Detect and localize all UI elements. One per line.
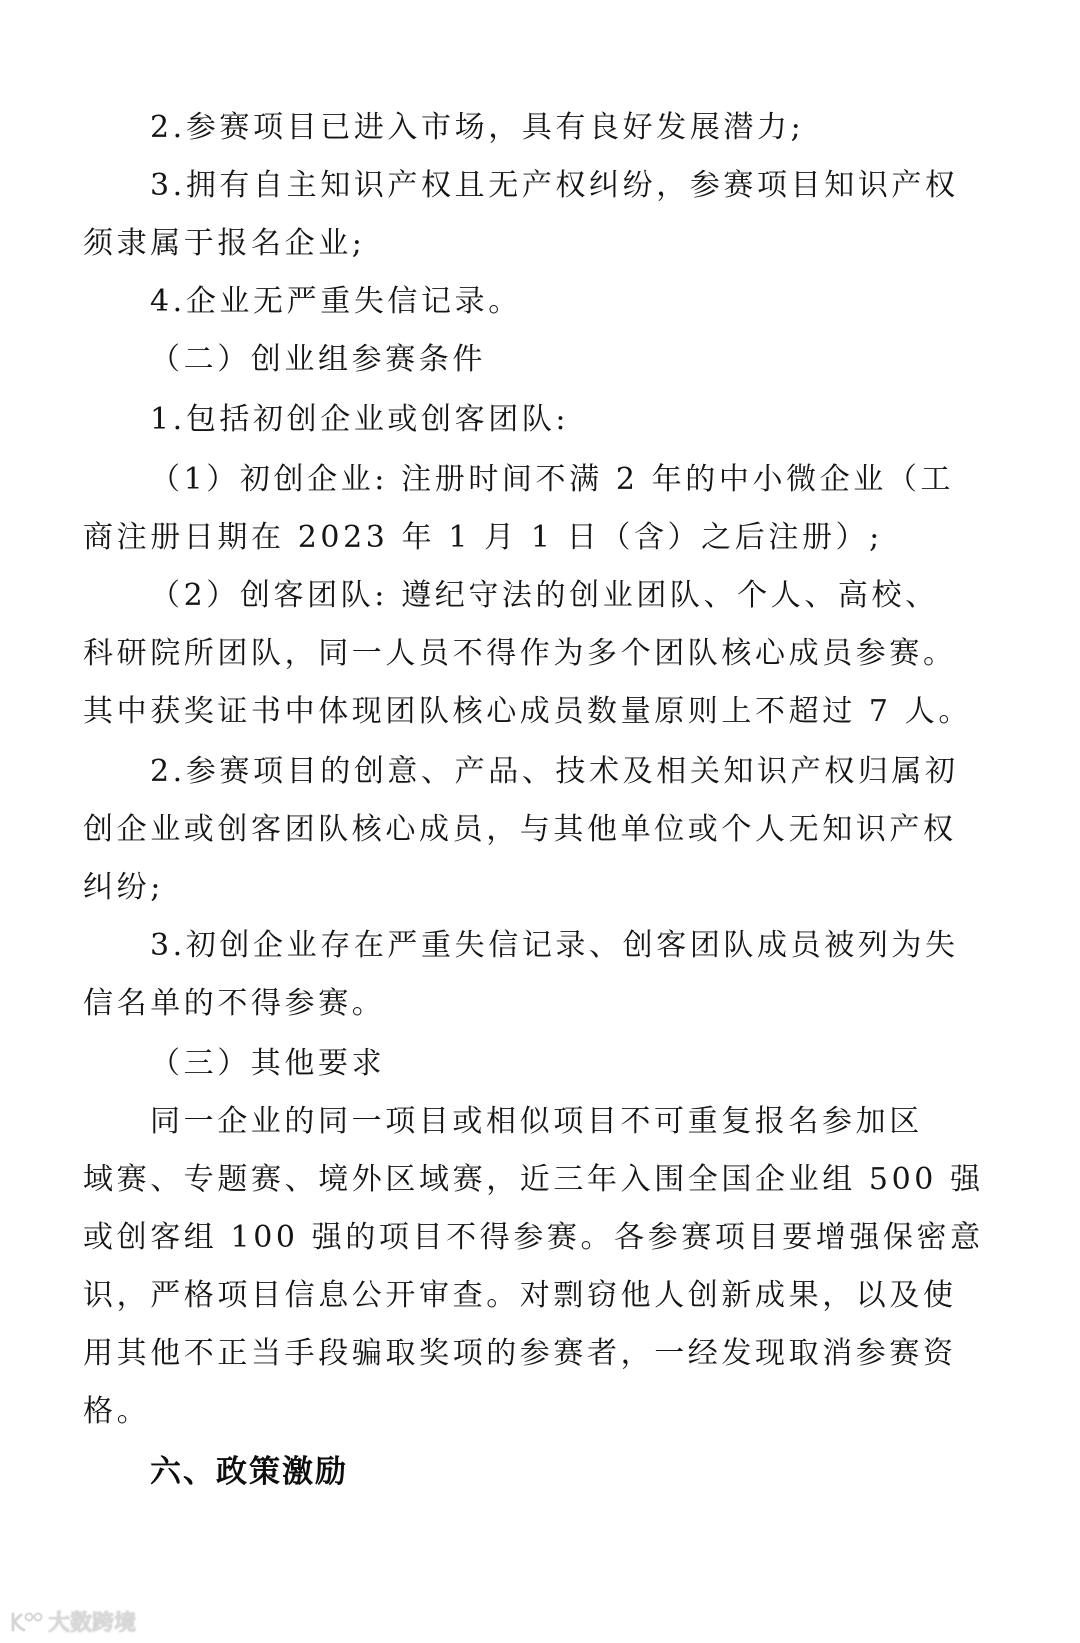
paragraph-line: 格。 bbox=[83, 1394, 151, 1429]
paragraph-line: 同一企业的同一项目或相似项目不可重复报名参加区 bbox=[150, 1104, 923, 1139]
paragraph-line: 2.参赛项目的创意、产品、技术及相关知识产权归属初 bbox=[150, 754, 959, 789]
paragraph-line: 须隶属于报名企业; bbox=[83, 226, 366, 261]
paragraph-line: 信名单的不得参赛。 bbox=[83, 986, 386, 1021]
paragraph-line: 或创客组 100 强的项目不得参赛。各参赛项目要增强保密意 bbox=[83, 1220, 984, 1255]
paragraph-line: 科研院所团队，同一人员不得作为多个团队核心成员参赛。 bbox=[83, 636, 957, 671]
paragraph-line: （2）创客团队: 遵纪守法的创业团队、个人、高校、 bbox=[150, 578, 939, 613]
paragraph-line: 3.拥有自主知识产权且无产权纠纷，参赛项目知识产权 bbox=[150, 168, 959, 203]
paragraph-line: 3.初创企业存在严重失信记录、创客团队成员被列为失 bbox=[150, 928, 959, 963]
paragraph-line: 用其他不正当手段骗取奖项的参赛者，一经发现取消参赛资 bbox=[83, 1336, 957, 1371]
section-heading: 六、政策激励 bbox=[150, 1454, 348, 1490]
paragraph-line: （1）初创企业: 注册时间不满 2 年的中小微企业（工 bbox=[150, 462, 955, 497]
paragraph-line: 识，严格项目信息公开审查。对剽窃他人创新成果，以及使 bbox=[83, 1278, 957, 1313]
kooo-logo-icon bbox=[10, 1609, 44, 1633]
paragraph-line: 域赛、专题赛、境外区域赛，近三年入围全国企业组 500 强 bbox=[83, 1162, 984, 1197]
subsection-title: （三）其他要求 bbox=[150, 1046, 386, 1081]
paragraph-line: 纠纷; bbox=[83, 870, 164, 905]
paragraph-line: 1.包括初创企业或创客团队: bbox=[150, 402, 570, 437]
paragraph-line: 2.参赛项目已进入市场，具有良好发展潜力; bbox=[150, 110, 805, 145]
subsection-title: （二）创业组参赛条件 bbox=[150, 342, 486, 377]
paragraph-line: 创企业或创客团队核心成员，与其他单位或个人无知识产权 bbox=[83, 812, 957, 847]
paragraph-line: 商注册日期在 2023 年 1 月 1 日（含）之后注册）; bbox=[83, 520, 883, 555]
paragraph-line: 其中获奖证书中体现团队核心成员数量原则上不超过 7 人。 bbox=[83, 694, 972, 729]
paragraph-line: 4.企业无严重失信记录。 bbox=[150, 284, 522, 319]
watermark bbox=[10, 1607, 136, 1635]
watermark-text: 大数跨境 bbox=[48, 1610, 137, 1636]
